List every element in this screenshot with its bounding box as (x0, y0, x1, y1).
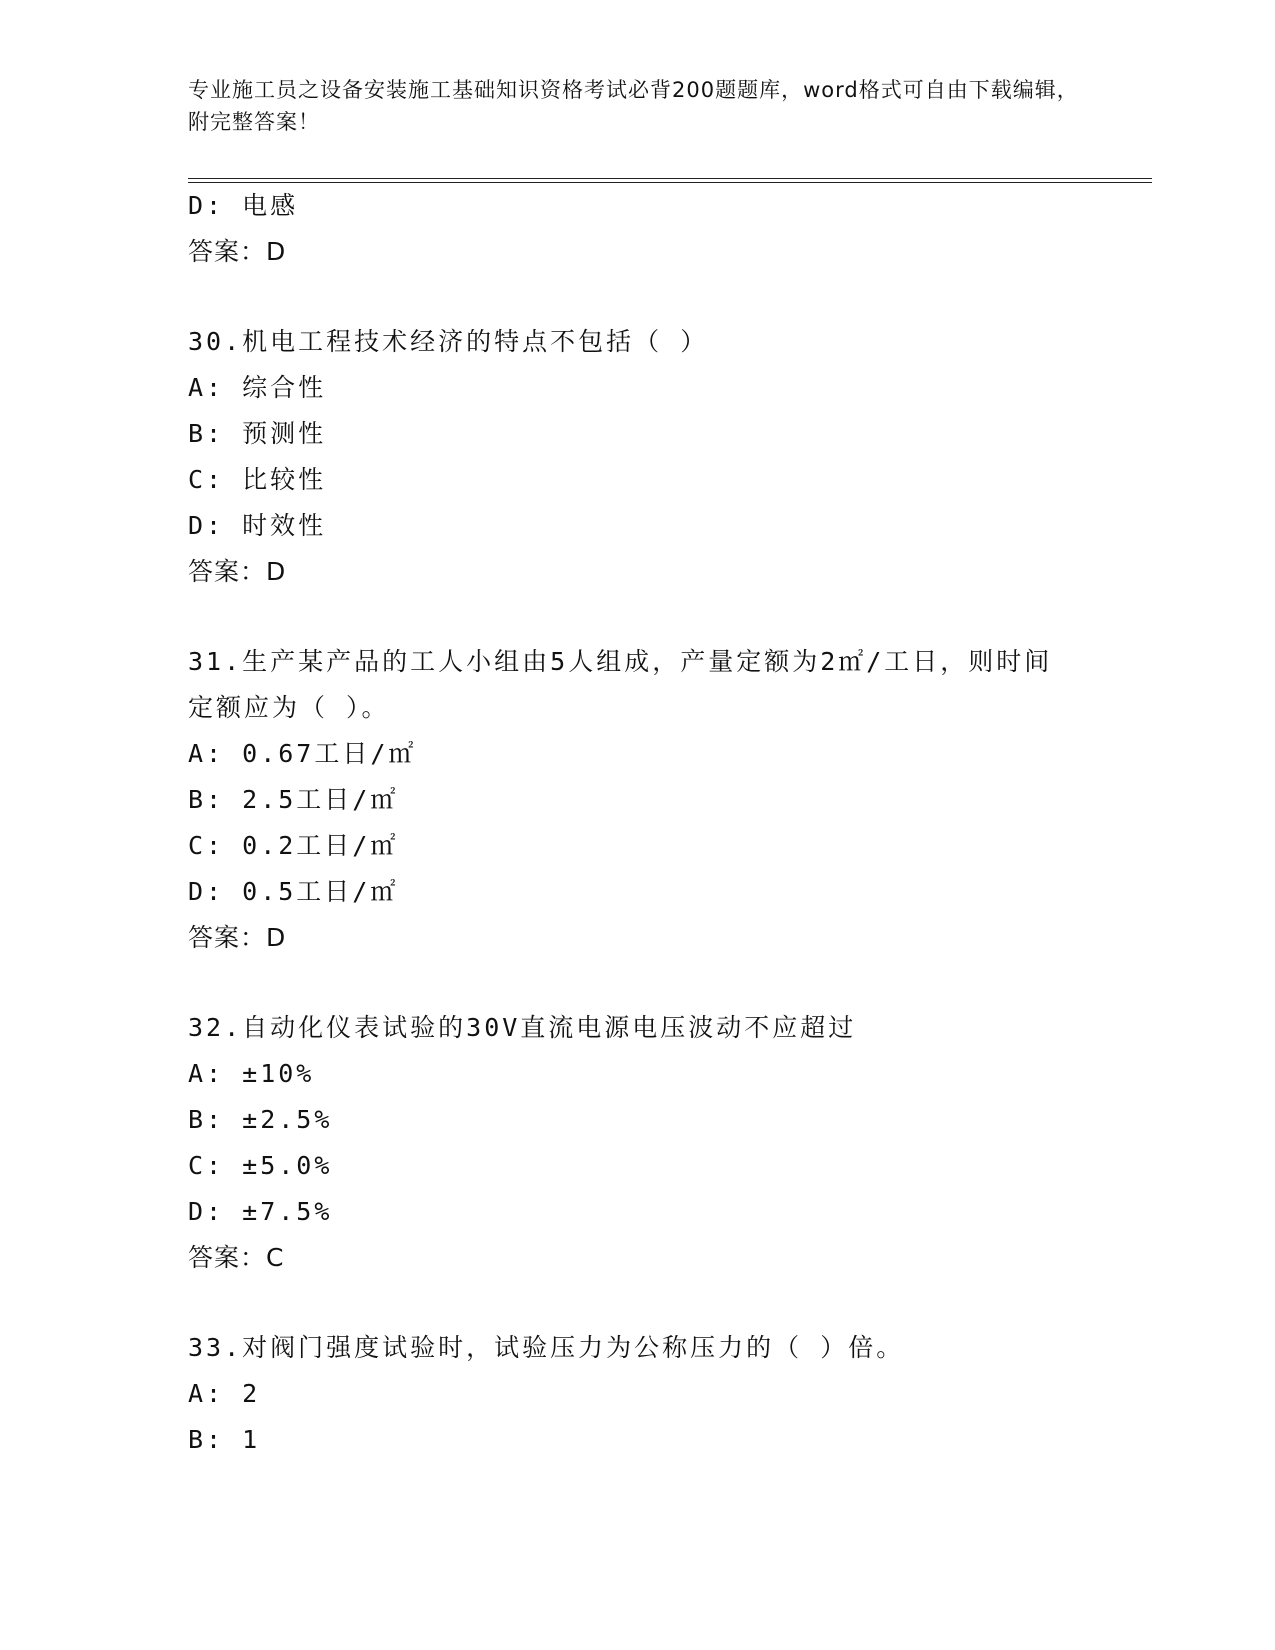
answer: 答案：D (188, 557, 287, 586)
question-30 (188, 326, 1128, 588)
option-b: B: 预测性 (188, 419, 327, 448)
prev-answer: 答案：D (188, 237, 287, 266)
option-a: A: 0.67工日/㎡ (188, 739, 417, 768)
option-a: A: 综合性 (188, 373, 327, 402)
header-rule-top (188, 178, 1152, 179)
option-d: D: ±7.5% (188, 1197, 333, 1226)
option-c: C: 比较性 (188, 465, 327, 494)
question-stem: 31.生产某产品的工人小组由5人组成，产量定额为2㎡/工日，则时间定额应为（ ）。 (188, 647, 1053, 722)
question-32 (188, 1012, 1128, 1274)
prev-option-d: D: 电感 (188, 191, 299, 220)
option-d: D: 时效性 (188, 511, 327, 540)
spacer (188, 282, 1128, 326)
question-stem: 30.机电工程技术经济的特点不包括（ ） (188, 327, 709, 356)
header-rule-bottom (188, 182, 1152, 183)
question-31 (188, 639, 1128, 954)
option-a: A: 2 (188, 1379, 261, 1408)
option-b: B: 1 (188, 1425, 261, 1454)
question-stem: 32.自动化仪表试验的30V直流电源电压波动不应超过 (188, 1013, 857, 1042)
document-header-title: 专业施工员之设备安装施工基础知识资格考试必背200题题库，word格式可自由下载编辑，附完整答案！ (188, 78, 1079, 134)
option-b: B: 2.5工日/㎡ (188, 785, 399, 814)
question-list (188, 190, 1128, 1470)
option-c: C: 0.2工日/㎡ (188, 831, 399, 860)
question-stem: 33.对阀门强度试验时，试验压力为公称压力的（ ）倍。 (188, 1333, 905, 1362)
option-a: A: ±10% (188, 1059, 315, 1088)
answer: 答案：D (188, 923, 287, 952)
spacer (188, 1288, 1128, 1332)
option-b: B: ±2.5% (188, 1105, 333, 1134)
question-33 (188, 1332, 1128, 1456)
answer: 答案：C (188, 1243, 285, 1272)
option-c: C: ±5.0% (188, 1151, 333, 1180)
option-d: D: 0.5工日/㎡ (188, 877, 399, 906)
spacer (188, 968, 1128, 1012)
